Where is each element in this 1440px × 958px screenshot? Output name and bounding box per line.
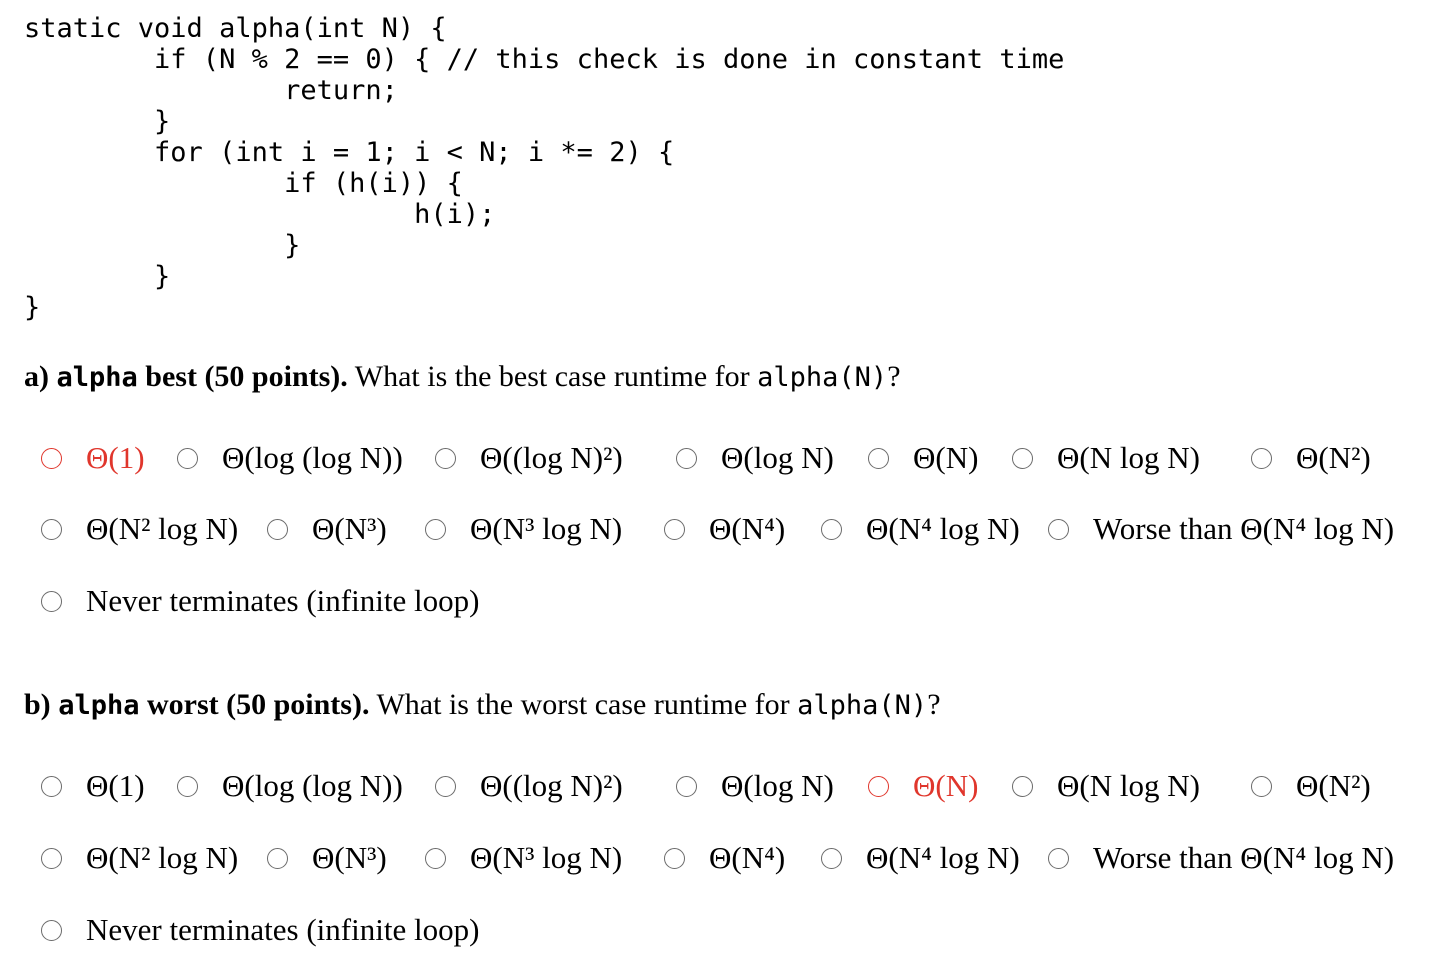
option-theta-n[interactable]: Θ(N) [868,438,978,478]
option-theta-n[interactable]: Θ(N) [868,766,978,806]
radio-icon[interactable] [177,448,198,469]
option-theta-log-n-squared[interactable]: Θ((log N)²) [435,766,623,806]
radio-icon[interactable] [41,591,62,612]
option-theta-n4[interactable]: Θ(N⁴) [664,838,785,878]
radio-icon[interactable] [1048,519,1069,540]
code-line: } [24,261,171,292]
radio-icon[interactable] [425,848,446,869]
radio-icon[interactable] [267,848,288,869]
code-block [24,13,1064,323]
code-line: h(i); [24,199,496,230]
radio-icon[interactable] [664,848,685,869]
radio-icon[interactable] [41,519,62,540]
option-theta-n-cubed[interactable]: Θ(N³) [267,838,387,878]
radio-icon[interactable] [1012,776,1033,797]
radio-icon[interactable] [1251,448,1272,469]
radio-icon[interactable] [41,776,62,797]
code-line: } [24,106,171,137]
radio-icon[interactable] [868,448,889,469]
option-theta-1[interactable]: Θ(1) [41,766,145,806]
option-theta-log-log-n[interactable]: Θ(log (log N)) [177,766,403,806]
question-a-prompt: a) alpha best (50 points). What is the best case runtime for alpha(N)? [24,360,901,393]
option-theta-log-log-n[interactable]: Θ(log (log N)) [177,438,403,478]
option-theta-n4-log-n[interactable]: Θ(N⁴ log N) [821,838,1020,878]
code-line: return; [24,75,398,106]
option-theta-n3-log-n[interactable]: Θ(N³ log N) [425,509,622,549]
option-theta-n-squared[interactable]: Θ(N²) [1251,438,1371,478]
option-theta-log-n-squared[interactable]: Θ((log N)²) [435,438,623,478]
question-a-options-row-1 [0,438,1440,478]
option-theta-n4-log-n[interactable]: Θ(N⁴ log N) [821,509,1020,549]
option-never-terminates[interactable]: Never terminates (infinite loop) [41,581,479,621]
code-line: for (int i = 1; i < N; i *= 2) { [24,137,675,168]
option-theta-n3-log-n[interactable]: Θ(N³ log N) [425,838,622,878]
radio-icon[interactable] [868,776,889,797]
radio-icon[interactable] [425,519,446,540]
option-theta-n4[interactable]: Θ(N⁴) [664,509,785,549]
radio-icon[interactable] [821,519,842,540]
radio-icon[interactable] [1048,848,1069,869]
question-b-prompt: b) alpha worst (50 points). What is the worst case runtime for alpha(N)? [24,688,941,721]
option-theta-n2-log-n[interactable]: Θ(N² log N) [41,838,238,878]
option-worse-than-theta-n4-log-n[interactable]: Worse than Θ(N⁴ log N) [1048,509,1394,549]
radio-icon[interactable] [676,776,697,797]
radio-icon[interactable] [41,848,62,869]
option-theta-n2-log-n[interactable]: Θ(N² log N) [41,509,238,549]
radio-icon[interactable] [1251,776,1272,797]
option-theta-n-log-n[interactable]: Θ(N log N) [1012,438,1200,478]
radio-icon[interactable] [177,776,198,797]
option-theta-n-cubed[interactable]: Θ(N³) [267,509,387,549]
radio-icon[interactable] [41,448,62,469]
option-never-terminates[interactable]: Never terminates (infinite loop) [41,910,479,950]
radio-icon[interactable] [664,519,685,540]
option-theta-n-log-n[interactable]: Θ(N log N) [1012,766,1200,806]
radio-icon[interactable] [41,920,62,941]
option-theta-1[interactable]: Θ(1) [41,438,145,478]
radio-icon[interactable] [267,519,288,540]
question-b-options-row-3 [0,910,1440,950]
option-theta-log-n[interactable]: Θ(log N) [676,766,834,806]
question-a-options-row-3 [0,581,1440,621]
option-theta-log-n[interactable]: Θ(log N) [676,438,834,478]
radio-icon[interactable] [821,848,842,869]
code-line: } [24,292,41,323]
code-line: static void alpha(int N) { [24,13,447,44]
code-line: if (h(i)) { [24,168,463,199]
radio-icon[interactable] [435,776,456,797]
question-a-options-row-2 [0,509,1440,549]
radio-icon[interactable] [1012,448,1033,469]
option-theta-n-squared[interactable]: Θ(N²) [1251,766,1371,806]
code-line: if (N % 2 == 0) { // this check is done in constant time [24,44,1065,75]
option-worse-than-theta-n4-log-n[interactable]: Worse than Θ(N⁴ log N) [1048,838,1394,878]
radio-icon[interactable] [676,448,697,469]
code-line: } [24,230,301,261]
radio-icon[interactable] [435,448,456,469]
question-b-options-row-2 [0,838,1440,878]
question-b-options-row-1 [0,766,1440,806]
